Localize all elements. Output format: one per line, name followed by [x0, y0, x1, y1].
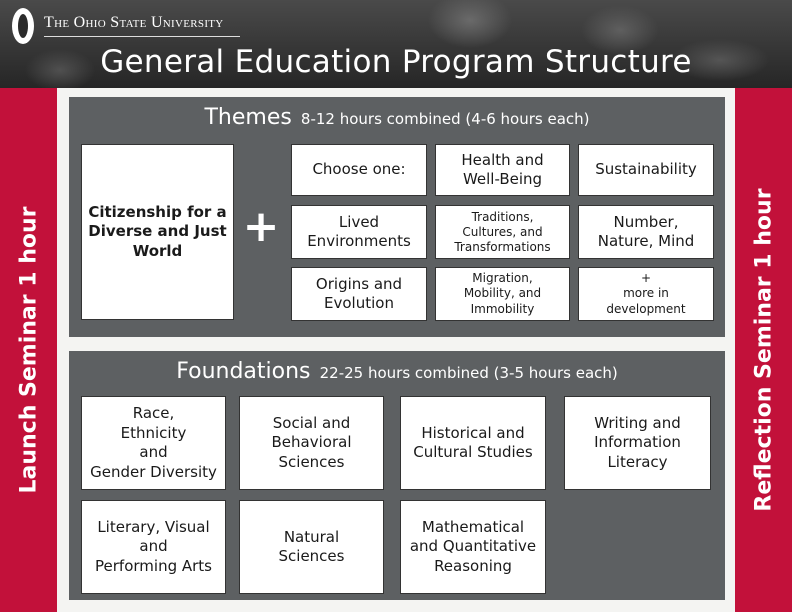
theme-citizenship-box [81, 144, 234, 320]
foundation-item-box [239, 500, 384, 594]
theme-item-label: Origins and Evolution [315, 274, 403, 312]
themes-header [69, 105, 725, 130]
foundation-item-box [81, 396, 226, 490]
theme-item-box [578, 205, 714, 259]
theme-choose-label: Choose one: [312, 160, 406, 179]
theme-item-label: Number, Nature, Mind [597, 212, 695, 250]
foundations-subtitle: 22-25 hours combined (3-5 hours each) [319, 364, 618, 382]
themes-panel [69, 97, 725, 337]
foundation-item-box [564, 396, 711, 490]
theme-item-box [291, 205, 427, 259]
foundation-item-label: Mathematical and Quantitative Reasoning [409, 517, 537, 575]
theme-item-label: Lived Environments [307, 212, 411, 250]
header-banner [0, 0, 792, 88]
foundation-item-label: Literary, Visual and Performing Arts [95, 517, 212, 575]
themes-subtitle: 8-12 hours combined (4-6 hours each) [300, 110, 590, 128]
theme-choose-box [291, 144, 427, 196]
theme-item-box [578, 144, 714, 196]
foundation-item-box [81, 500, 226, 594]
theme-item-label: Health and Well-Being [461, 150, 544, 188]
themes-title: Themes [204, 105, 292, 130]
foundations-panel [69, 351, 725, 600]
page-title: General Education Program Structure [100, 44, 692, 80]
theme-item-box [578, 267, 714, 321]
theme-citizenship-label: Citizenship for a Diverse and Just World [88, 202, 227, 260]
foundation-item-box [400, 396, 546, 490]
foundation-item-label: Historical and Cultural Studies [413, 423, 533, 461]
foundations-title: Foundations [176, 359, 311, 384]
launch-seminar-label: Launch Seminar 1 hour [16, 206, 41, 494]
theme-item-box [291, 267, 427, 321]
theme-item-box [435, 205, 570, 259]
theme-item-label: Traditions, Cultures, and Transformations [454, 209, 551, 254]
foundations-header [69, 359, 725, 384]
foundation-item-box [400, 500, 546, 594]
foundation-item-box [239, 396, 384, 490]
theme-item-label: Sustainability [595, 160, 697, 179]
ohio-state-logo-icon [12, 8, 34, 44]
launch-seminar-bar [0, 88, 57, 612]
theme-item-box [435, 267, 570, 321]
theme-item-label: + more in development [606, 270, 686, 316]
reflection-seminar-bar [735, 88, 792, 612]
foundation-item-label: Natural Sciences [278, 527, 345, 565]
theme-item-label: Migration, Mobility, and Immobility [463, 270, 542, 316]
theme-item-box [435, 144, 570, 196]
university-name: The Ohio State University [44, 14, 224, 31]
foundation-item-label: Writing and Information Literacy [594, 413, 681, 471]
reflection-seminar-label: Reflection Seminar 1 hour [751, 188, 776, 512]
university-underline [44, 36, 240, 37]
foundation-item-label: Social and Behavioral Sciences [271, 413, 352, 471]
plus-icon: + [242, 201, 280, 252]
foundation-item-label: Race, Ethnicity and Gender Diversity [90, 404, 217, 481]
